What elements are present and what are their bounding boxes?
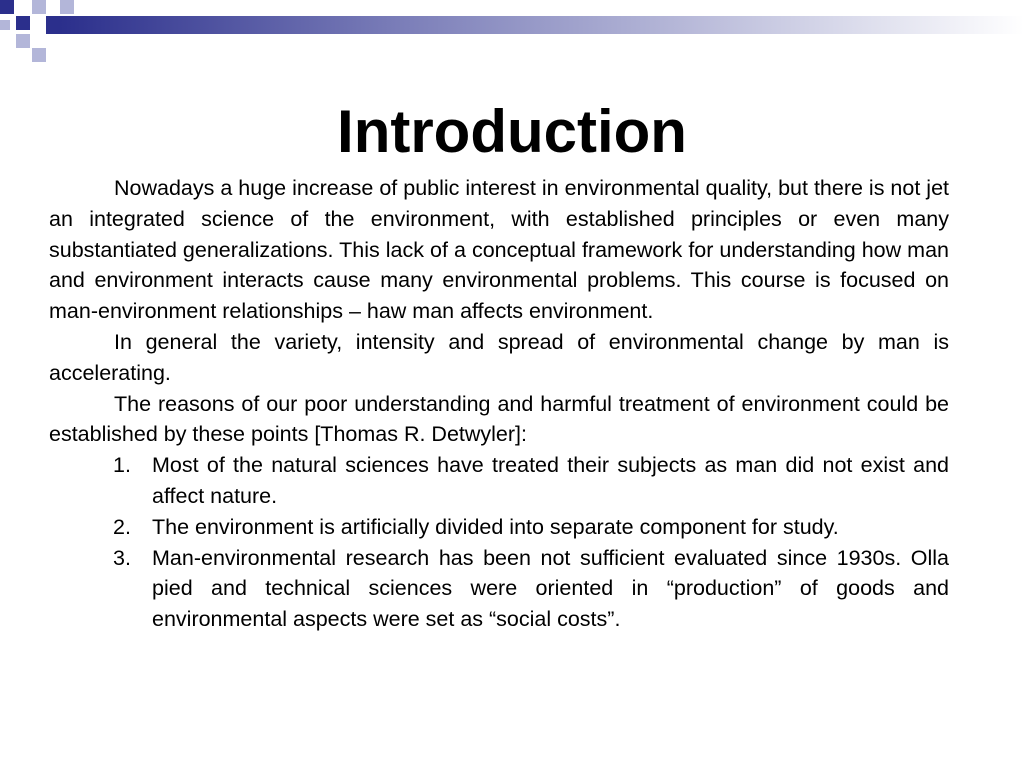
paragraph-reasons: The reasons of our poor understanding and harmful treatment of environment could be established by these points [Thomas R. Detwyler]: (49, 391, 949, 447)
list-item (49, 450, 949, 512)
list-item-text: Man-environmental research has been not sufficient evaluated since 1930s. Olla pied and technical sciences were oriented in “production” of goods and environmental aspects were set as “social costs”. (152, 545, 949, 632)
paragraph-acceleration: In general the variety, intensity and spread of environmental change by man is accelerating. (49, 329, 949, 385)
list-item (49, 512, 949, 543)
slide-title: Introduction (337, 98, 687, 165)
reasons-list (49, 450, 949, 635)
decor-square-6 (32, 48, 46, 62)
slide-body (49, 173, 949, 635)
decor-square-8 (60, 0, 74, 14)
decor-square-3 (32, 0, 46, 14)
decor-square-1 (0, 0, 14, 14)
header-gradient-bar (60, 16, 1024, 34)
list-item-text: Most of the natural sciences have treated their subjects as man did not exist and affect nature. (152, 453, 949, 508)
list-item-number: 2. (113, 514, 131, 539)
decor-square-4 (46, 16, 60, 34)
list-item-number: 1. (113, 453, 131, 478)
decor-square-5 (16, 34, 30, 48)
list-item-number: 3. (113, 545, 131, 570)
header-decoration (0, 0, 1024, 62)
paragraph-intro: Nowadays a huge increase of public interest in environmental quality, but there is not jet an integrated science of the environment, with established principles or even many substantiated generalizations. This lack of a conceptual framework for understanding how man and environment interacts cause many environmental problems. This course is focused on man-environment relationships – haw man affects environment. (49, 176, 949, 324)
list-item-text: The environment is artificially divided into separate component for study. (152, 514, 839, 539)
decor-square-7 (0, 20, 10, 30)
decor-square-2 (16, 16, 30, 30)
list-item (49, 543, 949, 635)
